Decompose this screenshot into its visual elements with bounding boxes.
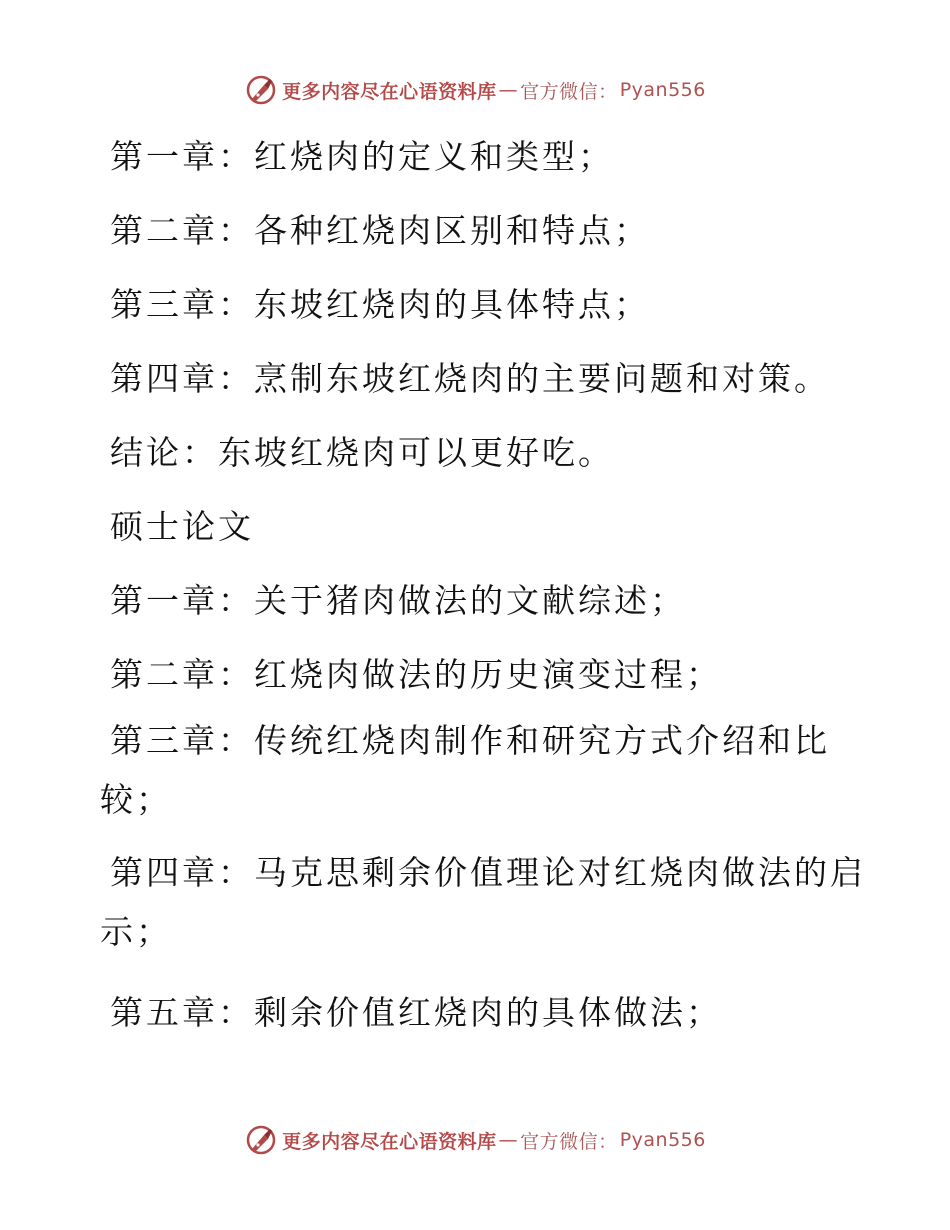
text-line: 结论：东坡红烧肉可以更好吃。 xyxy=(110,433,614,472)
header-watermark xyxy=(0,70,950,110)
text-line: 第一章：红烧肉的定义和类型； xyxy=(110,137,614,176)
watermark-dash: — xyxy=(498,1129,519,1151)
text-line: 第五章：剩余价值红烧肉的具体做法； xyxy=(110,993,722,1032)
document-body xyxy=(100,120,866,1050)
watermark-wechat-id: Pyan556 xyxy=(619,1129,706,1151)
watermark-official-label: 官方微信： xyxy=(520,80,618,103)
text-line: 第三章：东坡红烧肉的具体特点； xyxy=(110,285,650,324)
text-line: 第四章：烹制东坡红烧肉的主要问题和对策。 xyxy=(110,359,830,398)
text-line: 第一章：关于猪肉做法的文献综述； xyxy=(110,581,686,620)
text-line-continuation: 较； xyxy=(100,780,172,819)
footer-watermark xyxy=(0,1120,950,1160)
pen-nib-logo-icon xyxy=(244,73,278,107)
watermark-wechat-id: Pyan556 xyxy=(619,79,706,101)
text-line: 第二章：各种红烧肉区别和特点； xyxy=(110,211,650,250)
section-heading: 硕士论文 xyxy=(110,507,254,546)
watermark-main-text: 更多内容尽在心语资料库 xyxy=(282,80,497,103)
watermark-main-text: 更多内容尽在心语资料库 xyxy=(282,1130,497,1153)
text-line: 第二章：红烧肉做法的历史演变过程； xyxy=(110,655,722,694)
watermark-official-label: 官方微信： xyxy=(520,1130,618,1153)
text-line: 第三章：传统红烧肉制作和研究方式介绍和比 xyxy=(110,721,830,760)
watermark-dash: — xyxy=(498,79,519,101)
text-line-continuation: 示； xyxy=(100,912,172,951)
text-line: 第四章：马克思剩余价值理论对红烧肉做法的启 xyxy=(110,853,866,892)
pen-nib-logo-icon xyxy=(244,1123,278,1157)
